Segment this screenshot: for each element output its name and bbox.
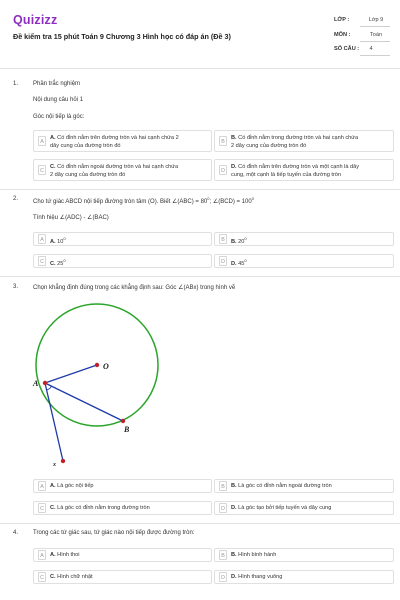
subject-underline: [360, 41, 390, 42]
option-text: C. $25^0$: [50, 258, 66, 267]
option-letter: A: [38, 234, 46, 244]
header-divider: [0, 68, 400, 69]
option-text: B. $20^0$: [231, 236, 247, 245]
question-1-option-c[interactable]: [33, 159, 212, 181]
option-letter: D: [219, 256, 227, 266]
question-2-option-b[interactable]: [214, 232, 394, 246]
option-text: C. Có đỉnh nằm ngoài đường tròn và hai cạnh chứa 2 dây cung của đường tròn đó: [50, 164, 179, 178]
quizizz-logo: Quizizz: [13, 13, 58, 27]
option-letter: B: [219, 136, 227, 146]
subject-label: MÔN :: [334, 32, 351, 38]
question-3-option-b[interactable]: [214, 479, 394, 493]
segment-ax: [45, 383, 63, 461]
option-text: A. Hình thoi: [50, 552, 80, 558]
question-3-number: 3.: [13, 284, 19, 290]
class-label: LỚP :: [334, 17, 350, 23]
question-divider: [0, 189, 400, 190]
class-value: Lớp 9: [368, 17, 384, 23]
question-1-option-b[interactable]: [214, 130, 394, 152]
option-letter: D: [219, 572, 227, 582]
option-text: D. Là góc tạo bởi tiếp tuyến và dây cung: [231, 505, 332, 511]
question-4-option-c[interactable]: [33, 570, 212, 584]
page-title: Đề kiểm tra 15 phút Toán 9 Chương 3 Hình học có đáp án (Đề 3): [13, 32, 231, 41]
option-letter: B: [219, 481, 227, 491]
question-4-option-d[interactable]: [214, 570, 394, 584]
option-text: B. Có đỉnh nằm trong đường tròn và hai cạnh chứa 2 dây cung của đường tròn đó: [231, 135, 359, 149]
question-1-text: Góc nội tiếp là góc:: [33, 114, 85, 120]
option-letter: C: [38, 165, 46, 175]
question-2-text: Cho tứ giác ABCD nội tiếp đường tròn tâm (O). Biết ∠(ABC) = $80^0$; ∠(BCD) = $100^0$: [33, 196, 254, 205]
option-text: A. Là góc nội tiếp: [50, 483, 94, 489]
point-a: [43, 381, 47, 385]
question-4-text: Trong các tứ giác sau, tứ giác nào nội tiếp được đường tròn:: [33, 530, 195, 536]
option-letter: A: [38, 136, 46, 146]
option-text: B. Hình bình hành: [231, 552, 277, 558]
option-letter: C: [38, 256, 46, 266]
question-2-option-d[interactable]: [214, 254, 394, 268]
label-o: O: [103, 362, 109, 371]
option-letter: A: [38, 481, 46, 491]
question-1-section: Phần trắc nghiệm: [33, 81, 81, 87]
question-4-number: 4.: [13, 530, 19, 536]
point-x: [61, 459, 65, 463]
option-letter: C: [38, 572, 46, 582]
question-2-option-c[interactable]: [33, 254, 212, 268]
label-b: B: [124, 425, 130, 434]
segment-ab: [45, 383, 123, 421]
question-1-subtitle: Nội dung câu hỏi 1: [33, 97, 84, 103]
question-2-text-2: Tính hiệu ∠(ADC) - ∠(BAC): [33, 215, 109, 221]
option-text: C. Là góc có đỉnh nằm trong đường tròn: [50, 505, 150, 511]
angle-arc: [47, 386, 52, 390]
question-3-text: Chọn khẳng định đúng trong các khẳng định sau: Góc ∠(ABx) trong hình vẽ: [33, 285, 236, 291]
point-b: [121, 419, 125, 423]
option-letter: C: [38, 503, 46, 513]
option-letter: D: [219, 503, 227, 513]
option-letter: D: [219, 165, 227, 175]
option-text: D. $45^0$: [231, 258, 247, 267]
label-a: A: [33, 379, 39, 388]
option-text: D. Có đỉnh nằm trên đường tròn và một cạnh là dây cung, một cạnh là tiếp tuyến của đường tròn: [231, 164, 360, 178]
subject-value: Toán: [369, 32, 383, 38]
option-letter: B: [219, 234, 227, 244]
question-2-number: 2.: [13, 196, 19, 202]
question-divider: [0, 523, 400, 524]
question-1-option-d[interactable]: [214, 159, 394, 181]
option-text: A. $10^0$: [50, 236, 66, 245]
option-text: A. Có đỉnh nằm trên đường tròn và hai cạnh chứa 2 dây cung của đường tròn đó: [50, 135, 179, 149]
question-3-option-c[interactable]: [33, 501, 212, 515]
question-1-option-a[interactable]: [33, 130, 212, 152]
question-1-number: 1.: [13, 81, 19, 87]
count-underline: [360, 55, 390, 56]
option-letter: A: [38, 550, 46, 560]
count-label: SỐ CÂU :: [334, 46, 360, 52]
count-value: 4: [369, 46, 373, 52]
question-4-option-a[interactable]: [33, 548, 212, 562]
option-letter: B: [219, 550, 227, 560]
geometry-figure: [25, 303, 165, 473]
question-divider: [0, 276, 400, 277]
point-o: [95, 363, 99, 367]
option-text: D. Hình thang vuông: [231, 574, 283, 580]
option-text: C. Hình chữ nhật: [50, 574, 93, 580]
label-x: x: [53, 462, 56, 468]
segment-ao: [45, 365, 97, 383]
option-text: B. Là góc có đỉnh nằm ngoài đường tròn: [231, 483, 332, 489]
class-underline: [360, 26, 390, 27]
question-4-option-b[interactable]: [214, 548, 394, 562]
question-3-option-a[interactable]: [33, 479, 212, 493]
question-2-option-a[interactable]: [33, 232, 212, 246]
question-3-option-d[interactable]: [214, 501, 394, 515]
